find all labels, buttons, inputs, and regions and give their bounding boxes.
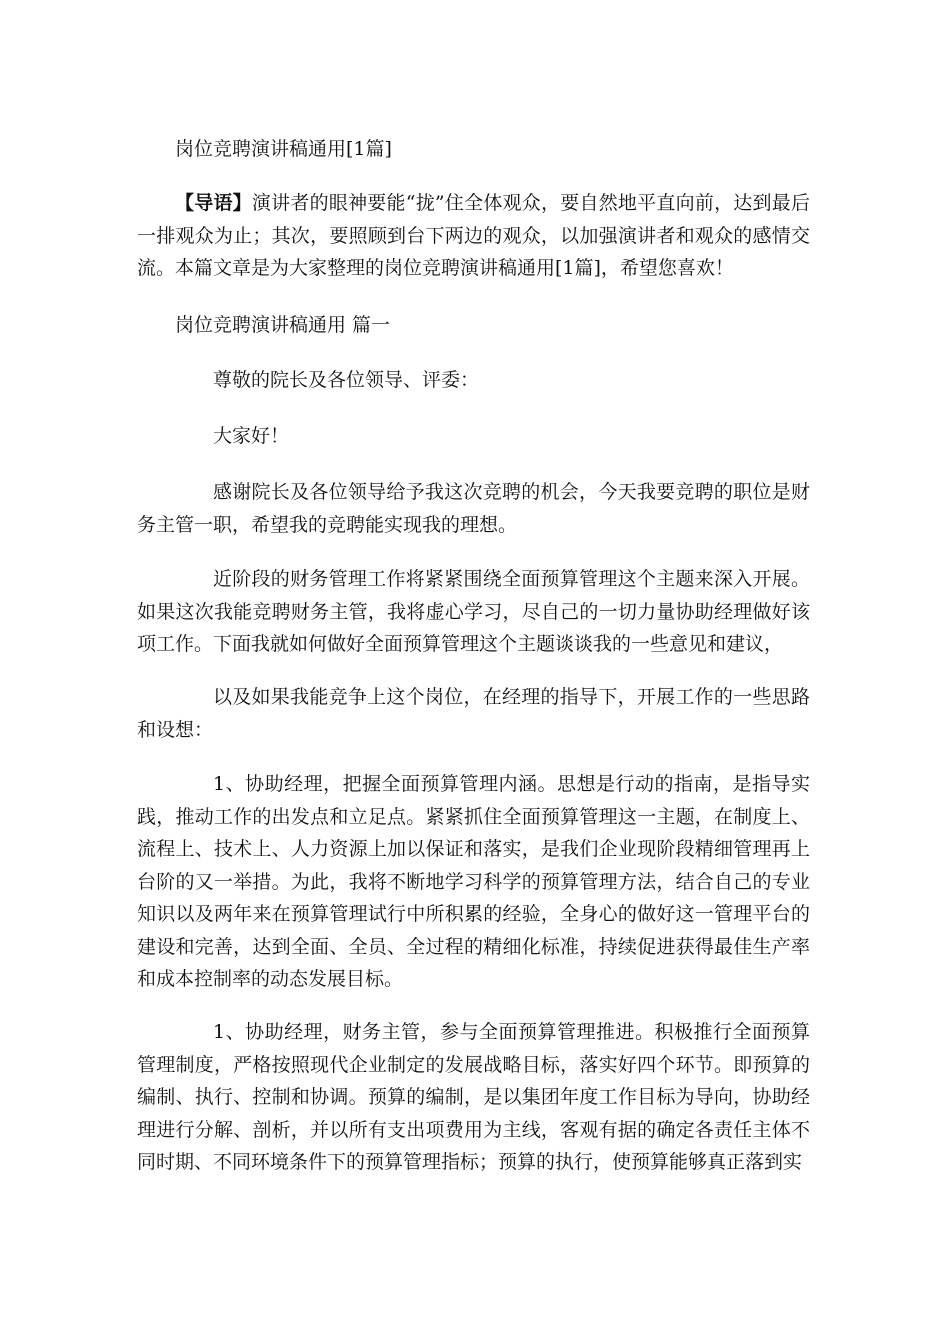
body-paragraph: 1、协助经理，财务主管，参与全面预算管理推进。积极推行全面预算管理制度，严格按照现代企业制定的发展战略目标，落实好四个环节。即预算的编制、执行、控制和协调。预算的编制，是以集团年度工作目标为导向，协助经理进行分解、剖析，并以所有支出项费用为主线，客观有据的确定各责任主体不同时期、不同环境条件下的预算管理指标；预算的执行，使预算能够真正落到实: [137, 1021, 810, 1173]
body-paragraph: 以及如果我能竞争上这个岗位，在经理的指导下，开展工作的一些思路和设想：: [137, 686, 810, 741]
greeting: 大家好！: [213, 425, 290, 447]
salutation: 尊敬的院长及各位领导、评委：: [213, 369, 480, 391]
intro-paragraph: [137, 187, 810, 285]
intro-text: 演讲者的眼神要能“拢”住全体观众，要自然地平直向前，达到最后一排观众为止；其次，要照顾到台下两边的观众，以加强演讲者和观众的感情交流。本篇文章是为大家整理的岗位竞聘演讲稿通用[1篇]，希望您喜欢！: [137, 192, 810, 279]
body-paragraph: 近阶段的财务管理工作将紧紧围绕全面预算管理这个主题来深入开展。如果这次我能竞聘财务主管，我将虚心学习，尽自己的一切力量协助经理做好该项工作。下面我就如何做好全面预算管理这个主题谈谈我的一些意见和建议，: [137, 568, 810, 655]
body-paragraph: 感谢院长及各位领导给予我这次竞聘的机会，今天我要竞聘的职位是财务主管一职，希望我的竞聘能实现我的理想。: [137, 481, 810, 536]
document-title: 岗位竞聘演讲稿通用[1篇]: [175, 138, 392, 160]
intro-tag: 【导语】: [175, 192, 252, 214]
section-title: 岗位竞聘演讲稿通用 篇一: [175, 314, 391, 336]
body-paragraph: 1、协助经理，把握全面预算管理内涵。思想是行动的指南，是指导实践，推动工作的出发点和立足点。紧紧抓住全面预算管理这一主题，在制度上、流程上、技术上、人力资源上加以保证和落实，是我们企业现阶段精细管理再上台阶的又一举措。为此，我将不断地学习科学的预算管理方法，结合自己的专业知识以及两年来在预算管理试行中所积累的经验，全身心的做好这一管理平台的建设和完善，达到全面、全员、全过程的精细化标准，持续促进获得最佳生产率和成本控制率的动态发展目标。: [137, 773, 810, 990]
